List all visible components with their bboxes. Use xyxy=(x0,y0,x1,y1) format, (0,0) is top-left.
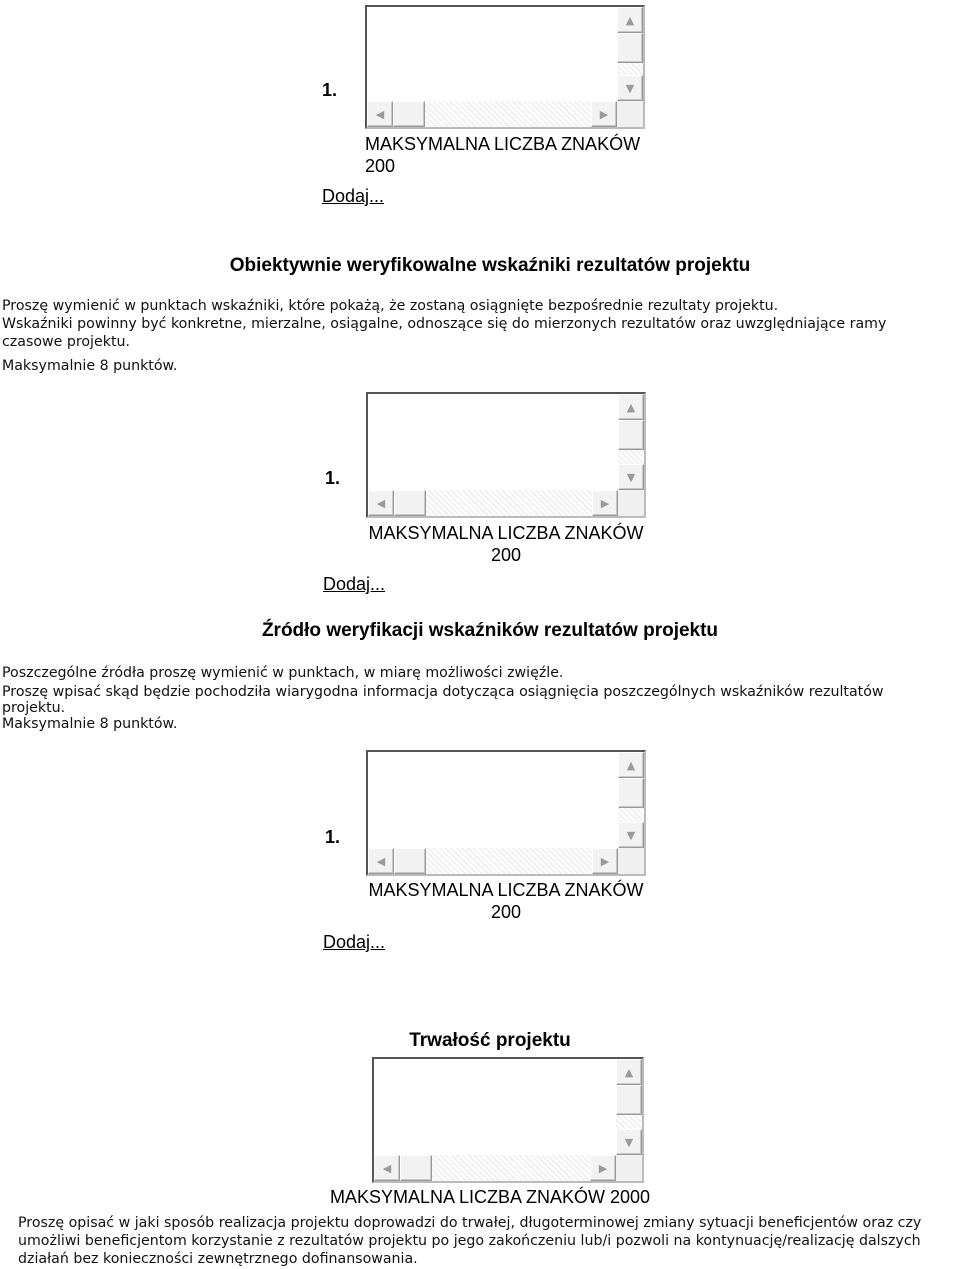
max-chars-value: 200 xyxy=(365,156,396,176)
description-line: Proszę wymienić w punktach wskaźniki, które pokażą, że zostaną osiągnięte bezpośrednie rezultaty projektu. xyxy=(2,298,779,314)
scroll-thumb[interactable] xyxy=(393,101,425,127)
scroll-corner xyxy=(618,490,644,516)
description-line: Proszę wpisać skąd będzie pochodziła wiarygodna informacja dotycząca osiągnięcia poszczególnych wskaźników rezultatów xyxy=(2,684,884,700)
arrow-down-icon[interactable]: ▼ xyxy=(616,1129,642,1155)
max-chars-value: 200 xyxy=(490,902,522,922)
max-chars-label: MAKSYMALNA LICZBA ZNAKÓW xyxy=(368,523,644,543)
description-line: umożliwi beneficjentom korzystanie z rezultatów projektu po jego zakończeniu lub/i pozwoli na kontynuację/realizację dalszych xyxy=(18,1233,921,1249)
arrow-down-icon[interactable]: ▼ xyxy=(618,464,644,490)
description xyxy=(2,665,884,732)
description-line: Wskaźniki powinny być konkretne, mierzalne, osiągalne, odnoszące się do mierzonych rezultatów oraz uwzględniające ramy xyxy=(2,316,887,332)
arrow-up-icon[interactable]: ▲ xyxy=(617,7,643,33)
arrow-right-icon[interactable]: ▶ xyxy=(591,101,617,127)
answer-textarea[interactable] xyxy=(366,392,646,518)
description-line: czasowe projektu. xyxy=(2,334,131,350)
arrow-left-icon[interactable]: ◀ xyxy=(367,101,393,127)
scroll-thumb[interactable] xyxy=(618,778,644,808)
answer-textarea[interactable] xyxy=(366,750,646,876)
scroll-corner xyxy=(618,848,644,874)
arrow-left-icon[interactable]: ◀ xyxy=(368,490,394,516)
item-number: 1. xyxy=(325,827,341,847)
scroll-corner xyxy=(616,1155,642,1181)
description xyxy=(2,297,886,375)
item-number: 1. xyxy=(322,80,338,100)
arrow-right-icon[interactable]: ▶ xyxy=(590,1155,616,1181)
answer-textarea[interactable] xyxy=(365,5,645,129)
arrow-down-icon[interactable]: ▼ xyxy=(617,75,643,101)
section-heading: Źródło weryfikacji wskaźników rezultatów projektu xyxy=(261,620,719,641)
description-line: działań bez konieczności zewnętrznego dofinansowania. xyxy=(18,1251,418,1267)
scroll-thumb[interactable] xyxy=(616,1085,642,1115)
item-number: 1. xyxy=(325,468,341,488)
description-line: Maksymalnie 8 punktów. xyxy=(2,358,178,374)
add-link[interactable]: Dodaj... xyxy=(323,932,386,952)
description-line: projektu. xyxy=(2,700,66,716)
max-chars-value: 200 xyxy=(490,545,522,565)
arrow-right-icon[interactable]: ▶ xyxy=(592,848,618,874)
arrow-right-icon[interactable]: ▶ xyxy=(592,490,618,516)
description-line: Poszczególne źródła proszę wymienić w punktach, w miarę możliwości zwięźle. xyxy=(2,665,564,681)
max-chars-label: MAKSYMALNA LICZBA ZNAKÓW xyxy=(365,134,641,154)
add-link[interactable]: Dodaj... xyxy=(323,574,386,594)
max-chars-label: MAKSYMALNA LICZBA ZNAKÓW 2000 xyxy=(329,1187,651,1207)
scroll-thumb[interactable] xyxy=(394,490,426,516)
add-link[interactable]: Dodaj... xyxy=(322,186,385,206)
scroll-thumb[interactable] xyxy=(400,1155,432,1181)
section-heading: Trwałość projektu xyxy=(409,1030,571,1051)
arrow-left-icon[interactable]: ◀ xyxy=(368,848,394,874)
scroll-thumb[interactable] xyxy=(394,848,426,874)
max-chars-label: MAKSYMALNA LICZBA ZNAKÓW xyxy=(368,880,644,900)
section-heading: Obiektywnie weryfikowalne wskaźniki rezultatów projektu xyxy=(229,255,751,276)
description xyxy=(18,1214,921,1268)
scroll-thumb[interactable] xyxy=(618,420,644,450)
description-line: Proszę opisać w jaki sposób realizacja projektu doprowadzi do trwałej, długoterminowej zmiany sytuacji beneficjentów oraz czy xyxy=(18,1215,922,1231)
scroll-thumb[interactable] xyxy=(617,33,643,63)
description-line: Maksymalnie 8 punktów. xyxy=(2,716,178,732)
arrow-up-icon[interactable]: ▲ xyxy=(618,752,644,778)
scroll-corner xyxy=(617,101,643,127)
arrow-up-icon[interactable]: ▲ xyxy=(618,394,644,420)
arrow-up-icon[interactable]: ▲ xyxy=(616,1059,642,1085)
arrow-down-icon[interactable]: ▼ xyxy=(618,822,644,848)
arrow-left-icon[interactable]: ◀ xyxy=(374,1155,400,1181)
answer-textarea[interactable] xyxy=(372,1057,644,1183)
